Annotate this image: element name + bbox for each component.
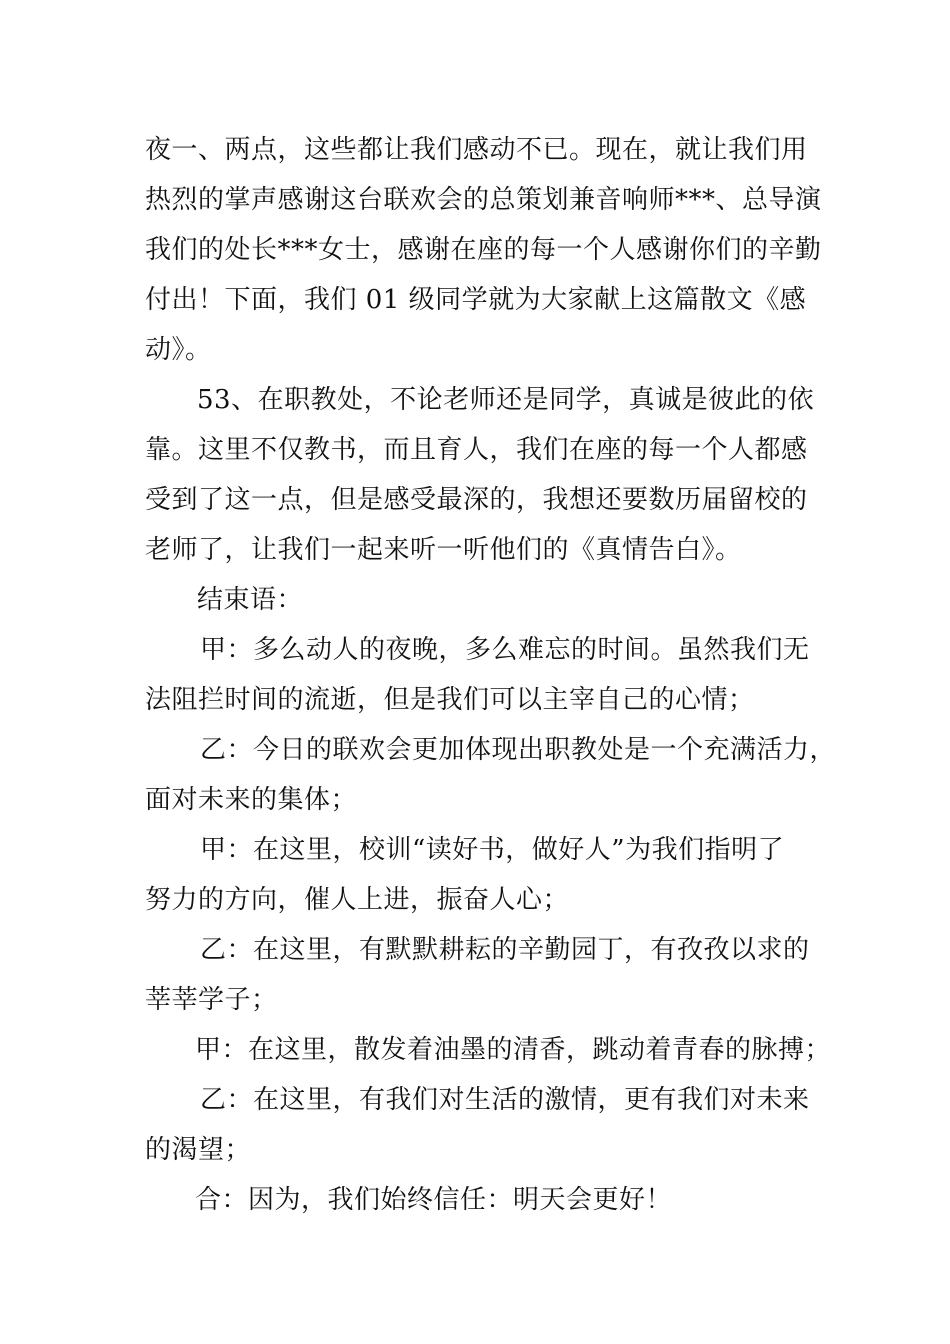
text-line: 受到了这一点，但是感受最深的，我想还要数历届留校的 bbox=[145, 485, 808, 515]
text-line: 动》。 bbox=[145, 335, 212, 365]
text-line: 付出！下面，我们 01 级同学就为大家献上这篇散文《感 bbox=[145, 285, 807, 315]
text-line: 热烈的掌声感谢这台联欢会的总策划兼音响师***、总导演 bbox=[145, 185, 822, 215]
text-line: 合：因为，我们始终信任：明天会更好！ bbox=[195, 1185, 673, 1215]
text-line: 乙：在这里，有默默耕耘的辛勤园丁，有孜孜以求的 bbox=[200, 935, 810, 965]
text-line: 乙：在这里，有我们对生活的激情，更有我们对未来 bbox=[200, 1085, 810, 1115]
text-line: 努力的方向，催人上进，振奋人心； bbox=[145, 885, 570, 915]
text-line: 甲：在这里，散发着油墨的清香，跳动着青春的脉搏； bbox=[195, 1035, 832, 1065]
text-line: 乙：今日的联欢会更加体现出职教处是一个充满活力， bbox=[200, 735, 837, 765]
section-heading: 结束语： bbox=[197, 585, 304, 615]
text-line: 面对未来的集体； bbox=[145, 785, 358, 815]
text-line: 甲：在这里，校训“读好书，做好人”为我们指明了 bbox=[200, 835, 785, 865]
text-line: 53、在职教处，不论老师还是同学，真诚是彼此的依 bbox=[197, 385, 815, 415]
text-line: 法阻拦时间的流逝，但是我们可以主宰自己的心情； bbox=[145, 685, 755, 715]
text-line: 我们的处长***女士，感谢在座的每一个人感谢你们的辛勤 bbox=[145, 235, 822, 265]
text-line: 的渴望； bbox=[145, 1135, 252, 1165]
text-line: 靠。这里不仅教书，而且育人，我们在座的每一个人都感 bbox=[145, 435, 808, 465]
text-line: 莘莘学子； bbox=[145, 985, 278, 1015]
text-line: 老师了，让我们一起来听一听他们的《真情告白》。 bbox=[145, 535, 742, 565]
text-line: 夜一、两点，这些都让我们感动不已。现在，就让我们用 bbox=[145, 135, 808, 165]
text-line: 甲：多么动人的夜晚，多么难忘的时间。虽然我们无 bbox=[200, 635, 810, 665]
